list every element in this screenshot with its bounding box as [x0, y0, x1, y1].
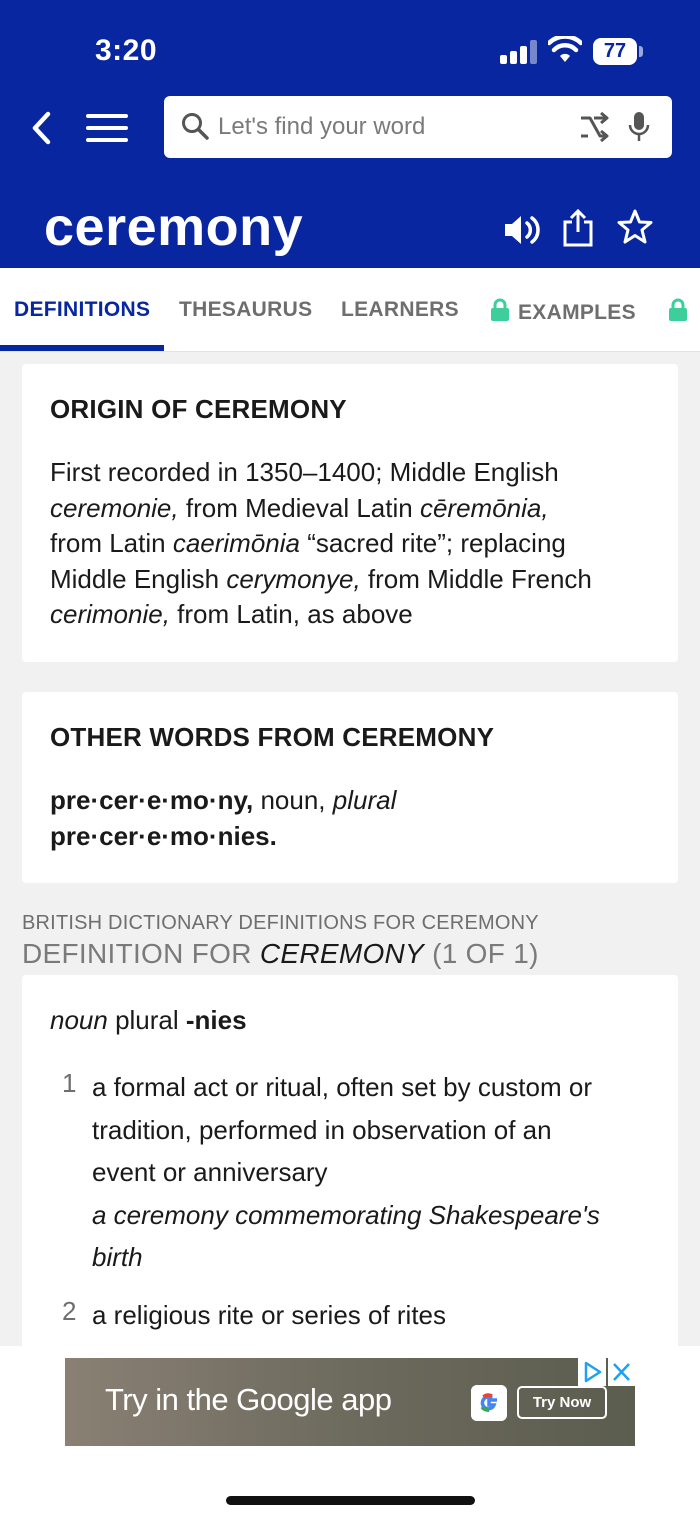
tab-learners[interactable]: LEARNERS	[341, 298, 459, 321]
related-word: pre·cer·e·mo·ny,	[50, 785, 254, 815]
battery-icon	[593, 38, 643, 65]
ad-try-now-button[interactable]: Try Now	[517, 1386, 607, 1419]
search-bar	[164, 96, 672, 158]
active-tab-indicator	[0, 345, 164, 351]
part-of-speech: noun plural -nies	[50, 1005, 247, 1035]
sense-number: 1	[62, 1068, 77, 1098]
origin-heading: ORIGIN OF CEREMONY	[50, 394, 347, 424]
tab-bar	[0, 268, 700, 352]
wifi-icon	[548, 36, 582, 64]
origin-card	[22, 364, 678, 662]
british-subheading: BRITISH DICTIONARY DEFINITIONS FOR CEREMONY	[22, 912, 539, 934]
shuffle-icon[interactable]	[578, 112, 610, 142]
related-word-plural: pre·cer·e·mo·nies.	[50, 820, 277, 851]
tab-examples[interactable]	[490, 298, 636, 325]
other-words-text: pre·cer·e·mo·ny, noun, plural pre·cer·e·mo·nies.	[50, 785, 397, 851]
speaker-icon[interactable]	[502, 210, 542, 250]
status-time: 3:20	[95, 34, 158, 67]
british-heading: DEFINITION FOR CEREMONY (1 OF 1)	[22, 938, 539, 969]
search-icon	[180, 111, 210, 141]
sense-number: 2	[62, 1296, 77, 1326]
app-header	[0, 0, 700, 268]
share-icon[interactable]	[560, 208, 596, 248]
other-words-card	[22, 692, 678, 883]
cellular-signal-icon	[500, 40, 538, 64]
other-words-heading: OTHER WORDS FROM CEREMONY	[50, 722, 495, 752]
page-title: ceremony	[44, 197, 304, 257]
microphone-icon[interactable]	[626, 110, 652, 144]
ad-choices-icon[interactable]	[578, 1358, 606, 1386]
tab-definitions[interactable]: DEFINITIONS	[14, 298, 151, 321]
hamburger-menu-icon[interactable]	[86, 110, 130, 146]
close-icon[interactable]	[608, 1358, 635, 1386]
lock-icon	[490, 298, 510, 322]
tab-more-locked[interactable]	[668, 298, 696, 325]
ad-banner[interactable]	[65, 1358, 635, 1446]
ad-banner-area	[0, 1346, 700, 1518]
home-indicator[interactable]	[226, 1496, 475, 1505]
definitions-card	[22, 975, 678, 1375]
lock-icon	[668, 298, 688, 322]
battery-level: 77	[593, 38, 637, 65]
origin-text: First recorded in 1350–1400; Middle English ceremonie, from Medieval Latin cēremōnia, from Latin caerimōnia “sacred rite”; replacing Middle English cerymonye, from Middle French cerimonie, from Latin, as above	[50, 457, 592, 629]
search-input[interactable]	[218, 96, 568, 158]
back-arrow-icon[interactable]	[26, 108, 62, 148]
sense-definition: a religious rite or series of rites	[92, 1300, 447, 1330]
tab-thesaurus[interactable]: THESAURUS	[179, 298, 313, 321]
sense-definition: a formal act or ritual, often set by custom or tradition, performed in observation of an event or anniversary a ceremony commemorating Shakespeare's birth	[92, 1072, 600, 1272]
favorite-star-icon[interactable]	[616, 208, 654, 246]
sense-example: a ceremony commemorating Shakespeare's	[92, 1199, 600, 1230]
tab-examples-label: EXAMPLES	[518, 301, 636, 324]
ad-text: Try in the Google app	[105, 1382, 392, 1417]
google-g-icon	[471, 1385, 507, 1421]
